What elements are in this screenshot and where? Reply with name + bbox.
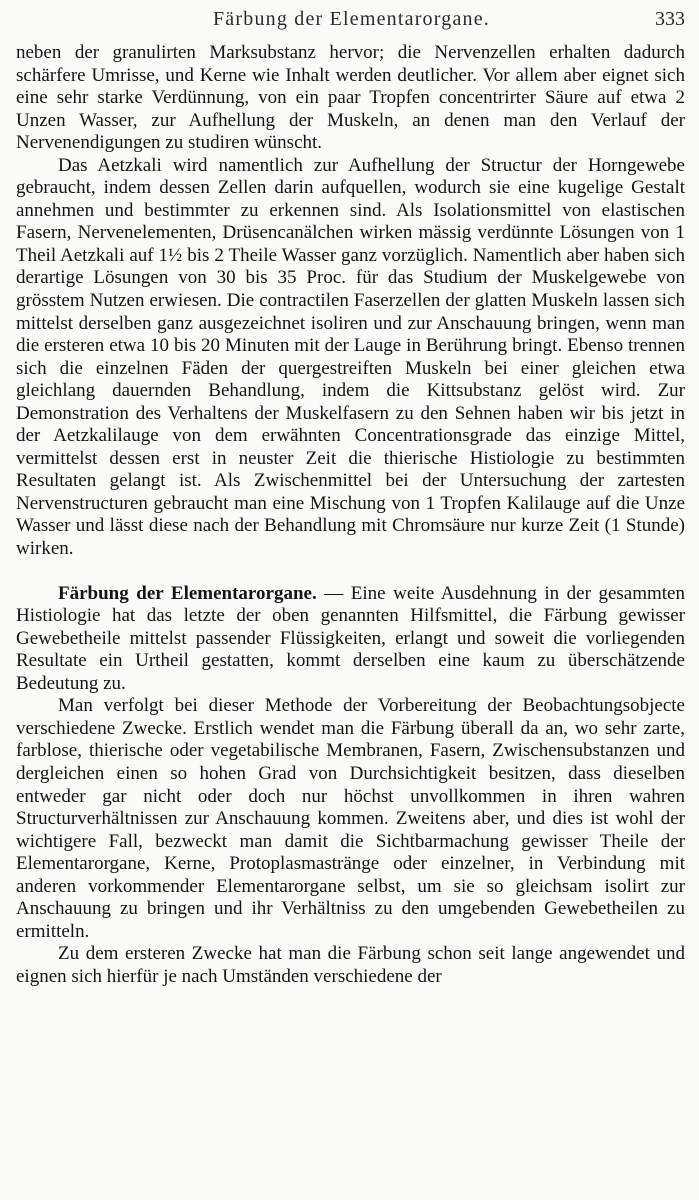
paragraph-continuation: neben der granulirten Marksubstanz hervor; die Nervenzellen erhalten dadurch schärfere Umrisse, und Kerne wie Inhalt werden deutlicher. Vor allem aber eignet sich eine sehr starke Verdünnung, von ein paar Tropfen concentrirter Säure auf etwa 2 Unzen Wasser, zur Aufhellung der Muskeln, an denen man den Verlauf der Nervenendigungen zu studiren wünscht.	[16, 42, 685, 154]
paragraph-faerbung-intro	[16, 583, 685, 696]
paragraph-aetzkali: Das Aetzkali wird namentlich zur Aufhellung der Structur der Horngewebe gebraucht, indem dessen Zellen darin aufquellen, wodurch sie eine kugelige Gestalt annehmen und bestimmter zu erkennen sind. Als Isolationsmittel von elastischen Fasern, Nervenelementen, Drüsencanälchen wirken mässig verdünnte Lösungen von 1 Theil Aetzkali auf 1½ bis 2 Theile Wasser ganz vorzüglich. Namentlich aber haben sich derartige Lösungen von 30 bis 35 Proc. für das Studium der Muskelgewebe von grösstem Nutzen erwiesen. Die contractilen Faserzellen der glatten Muskeln lassen sich mittelst derselben ganz ausgezeichnet isoliren und zur Anschauung bringen, wenn man die ersteren etwa 10 bis 20 Minuten mit der Lauge in Berührung bringt. Ebenso trennen sich die einzelnen Fäden der quergestreiften Muskeln bei einer gleichen etwa gleichlang dauernden Behandlung, indem die Kittsubstanz gelöst wird. Zur Demonstration des Verhaltens der Muskelfasern zu den Sehnen haben wir bis jetzt in der Aetzkalilauge von dem erwähnten Concentrationsgrade das einzige Mittel, vermittelst dessen erst in neuster Zeit die thierische Histiologie zu bestimmten Resultaten gelangt ist. Als Zwischenmittel bei der Untersuchung der zartesten Nervenstructuren gebraucht man eine Mischung von 1 Tropfen Kalilauge auf die Unze Wasser und lässt diese nach der Behandlung mit Chromsäure nur kurze Zeit (1 Stunde) wirken.	[16, 154, 685, 560]
section-heading: Färbung der Elementarorgane.	[58, 582, 317, 604]
body-text	[16, 42, 685, 988]
paragraph-methode: Man verfolgt bei dieser Methode der Vorbereitung der Beobachtungsobjecte verschiedene Zwecke. Erstlich wendet man die Färbung überall da an, wo sehr zarte, farblose, thierische oder vegetabilische Membranen, Fasern, Zwischensubstanzen und dergleichen einen so hohen Grad von Durchsichtigkeit besitzen, dass dieselben entweder gar nicht oder doch nur höchst unvollkommen in ihren wahren Structurverhältnissen zur Anschauung kommen. Zweitens aber, und dies ist wohl der wichtigere Fall, bezweckt man damit die Sichtbarmachung gewisser Theile der Elementarorgane, Kerne, Protoplasmastränge oder einzelner, in Verbindung mit anderen vorkommender Elementarorgane selbst, um sie so gleichsam isolirt zur Anschauung zu bringen und ihr Verhältniss zu den umgebenden Gewebetheilen zu ermitteln.	[16, 695, 685, 942]
running-title: Färbung der Elementarorgane.	[212, 8, 491, 30]
paragraph-zwecke: Zu dem ersteren Zwecke hat man die Färbung schon seit lange angewendet und eignen sich hierfür je nach Umständen verschiedene der	[16, 943, 685, 987]
running-head	[16, 4, 687, 32]
page-number: 333	[655, 8, 685, 30]
paragraph-faerbung-text: — Eine weite Ausdehnung in der gesammten Histiologie hat das letzte der oben genannten Hilfsmittel, die Färbung gewisser Gewebetheile mittelst passender Flüssigkeiten, erlangt und soweit die vorliegenden Resultate ein Urtheil gestatten, kommt derselben eine kaum zu überschätzende Bedeutung zu.	[16, 582, 685, 694]
